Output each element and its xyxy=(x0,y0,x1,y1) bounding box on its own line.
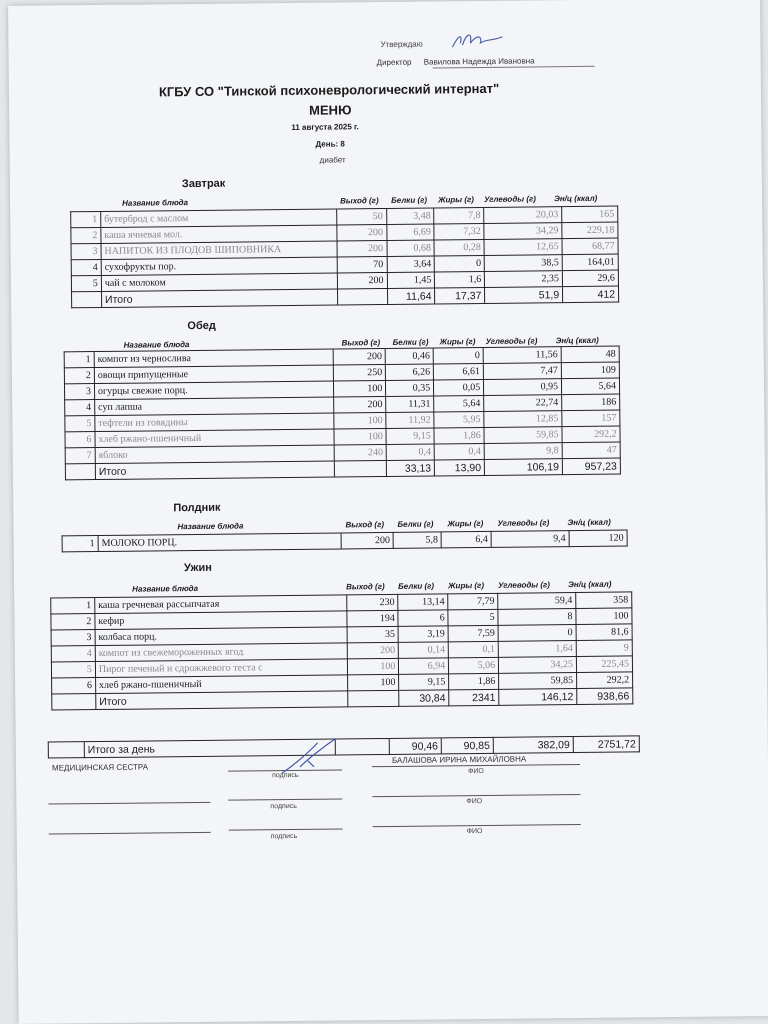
table-row: 4 суп лапша 200 11,31 5,64 22,74 186 xyxy=(65,394,620,416)
table-row: 3 огурцы свежие порц. 100 0,35 0,05 0,95 5,64 xyxy=(64,378,619,400)
breakfast-table xyxy=(70,206,619,309)
sign-caption: подпись xyxy=(272,771,299,780)
col-fat: Жиры (г) xyxy=(438,195,474,205)
col-protein: Белки (г) xyxy=(391,195,428,205)
snack-table xyxy=(62,529,628,552)
director-label: Директор xyxy=(376,57,412,68)
sign-caption: подпись xyxy=(270,802,297,811)
day-total-row: Итого за день 90,46 90,85 382,09 2751,72 xyxy=(48,736,639,758)
col-carbs: Углеводы (г) xyxy=(484,194,536,204)
table-row: 1 каша гречневая рассыпчатая 230 13,14 7,79 59,4 358 xyxy=(51,592,632,614)
table-row: 7 яблоко 240 0,4 0,4 9,8 47 xyxy=(65,442,620,464)
approved-label: Утверждаю xyxy=(380,39,423,50)
table-row: 1 компот из чернослива 200 0,46 0 11,56 48 xyxy=(64,346,619,368)
col-name: Название блюда xyxy=(122,198,189,208)
table-row: 3 НАПИТОК ИЗ ПЛОДОВ ШИПОВНИКА 200 0,68 0,28 12,65 68,77 xyxy=(71,238,618,260)
day-total-table xyxy=(48,735,640,758)
table-row: 6 хлеб ржано-пшеничный 100 9,15 1,86 59,85 292,2 xyxy=(52,672,633,694)
table-row: 3 колбаса порц. 35 3,19 7,59 0 81,6 xyxy=(51,624,632,646)
day-total-label: Итого за день xyxy=(84,739,336,758)
total-row: Итого 33,13 13,90 106,19 957,23 xyxy=(65,458,620,480)
director-line xyxy=(377,56,535,67)
dinner-table xyxy=(50,591,633,710)
column-headers-lunch: Название блюда Выход (г) Белки (г) Жиры (г) Углеводы (г) Эн/ц (ккал) xyxy=(123,335,599,350)
column-headers-breakfast xyxy=(10,192,762,208)
section-title-lunch: Обед xyxy=(187,319,216,333)
table-row: 2 кефир 194 6 5 8 100 xyxy=(51,608,632,630)
fio-caption: ФИО xyxy=(466,828,483,836)
director-signature-icon xyxy=(448,29,508,56)
col-yield: Выход (г) xyxy=(340,196,379,206)
nurse-name: БАЛАШОВА ИРИНА МИХАЙЛОВНА xyxy=(391,754,527,765)
nurse-label: МЕДИЦИНСКАЯ СЕСТРА xyxy=(51,762,149,773)
table-row: 5 тефтели из говядины 100 11,92 5,95 12,85 157 xyxy=(65,410,620,432)
column-headers-dinner: Название блюда Выход (г) Белки (г) Жиры (г) Углеводы (г) Эн/ц (ккал) xyxy=(132,579,612,594)
menu-document xyxy=(8,0,768,1024)
table-row: 6 хлеб ржано-пшеничный 100 9,15 1,86 59,85 292,2 xyxy=(65,426,620,448)
table-row: 1 МОЛОКО ПОРЦ. 200 5,8 6,4 9,4 120 xyxy=(62,530,627,552)
diet-type: диабет xyxy=(319,155,346,165)
table-row: 2 каша ячневая мол. 200 6,69 7,32 34,29 229,18 xyxy=(71,222,618,244)
total-row: Итого 11,64 17,37 51,9 412 xyxy=(72,286,619,308)
total-row: Итого 30,84 2341 146,12 938,66 xyxy=(52,688,633,710)
table-row: 5 Пирог печеный и сдрожжевого теста с 100 6,94 5,06 34,25 225,45 xyxy=(51,656,632,678)
lunch-table xyxy=(64,346,621,481)
table-row: 5 чай с молоком 200 1,45 1,6 2,35 29,6 xyxy=(71,270,618,292)
menu-day: День: 8 xyxy=(315,139,345,149)
table-row: 2 овощи припущенные 250 6,26 6,61 7,47 109 xyxy=(64,362,619,384)
director-name: Вавилова Надежда Ивановна xyxy=(423,56,535,67)
fio-caption: ФИО xyxy=(466,798,483,806)
section-title-breakfast: Завтрак xyxy=(181,177,226,191)
page-title: МЕНЮ xyxy=(309,102,352,118)
col-energy: Эн/ц (ккал) xyxy=(554,193,598,204)
fio-caption: ФИО xyxy=(468,767,484,776)
menu-date: 11 августа 2025 г. xyxy=(291,122,359,132)
section-title-snack: Полдник xyxy=(173,501,221,515)
sign-caption: подпись xyxy=(270,832,298,841)
table-row: 1 бутерброд с маслом 50 3,48 7,8 20,03 165 xyxy=(71,206,618,228)
organization-name: КГБУ СО "Тинской психоневрологический интернат" xyxy=(158,80,500,100)
column-headers-snack: Название блюда Выход (г) Белки (г) Жиры (г) Углеводы (г) Эн/ц (ккал) xyxy=(177,517,611,532)
table-row: 4 сухофрукты пор. 70 3,64 0 38,5 164,01 xyxy=(71,254,618,276)
section-title-dinner: Ужин xyxy=(183,561,212,575)
table-row: 4 компот из свежемороженных ягод 200 0,14 0,1 1,64 9 xyxy=(51,640,632,662)
